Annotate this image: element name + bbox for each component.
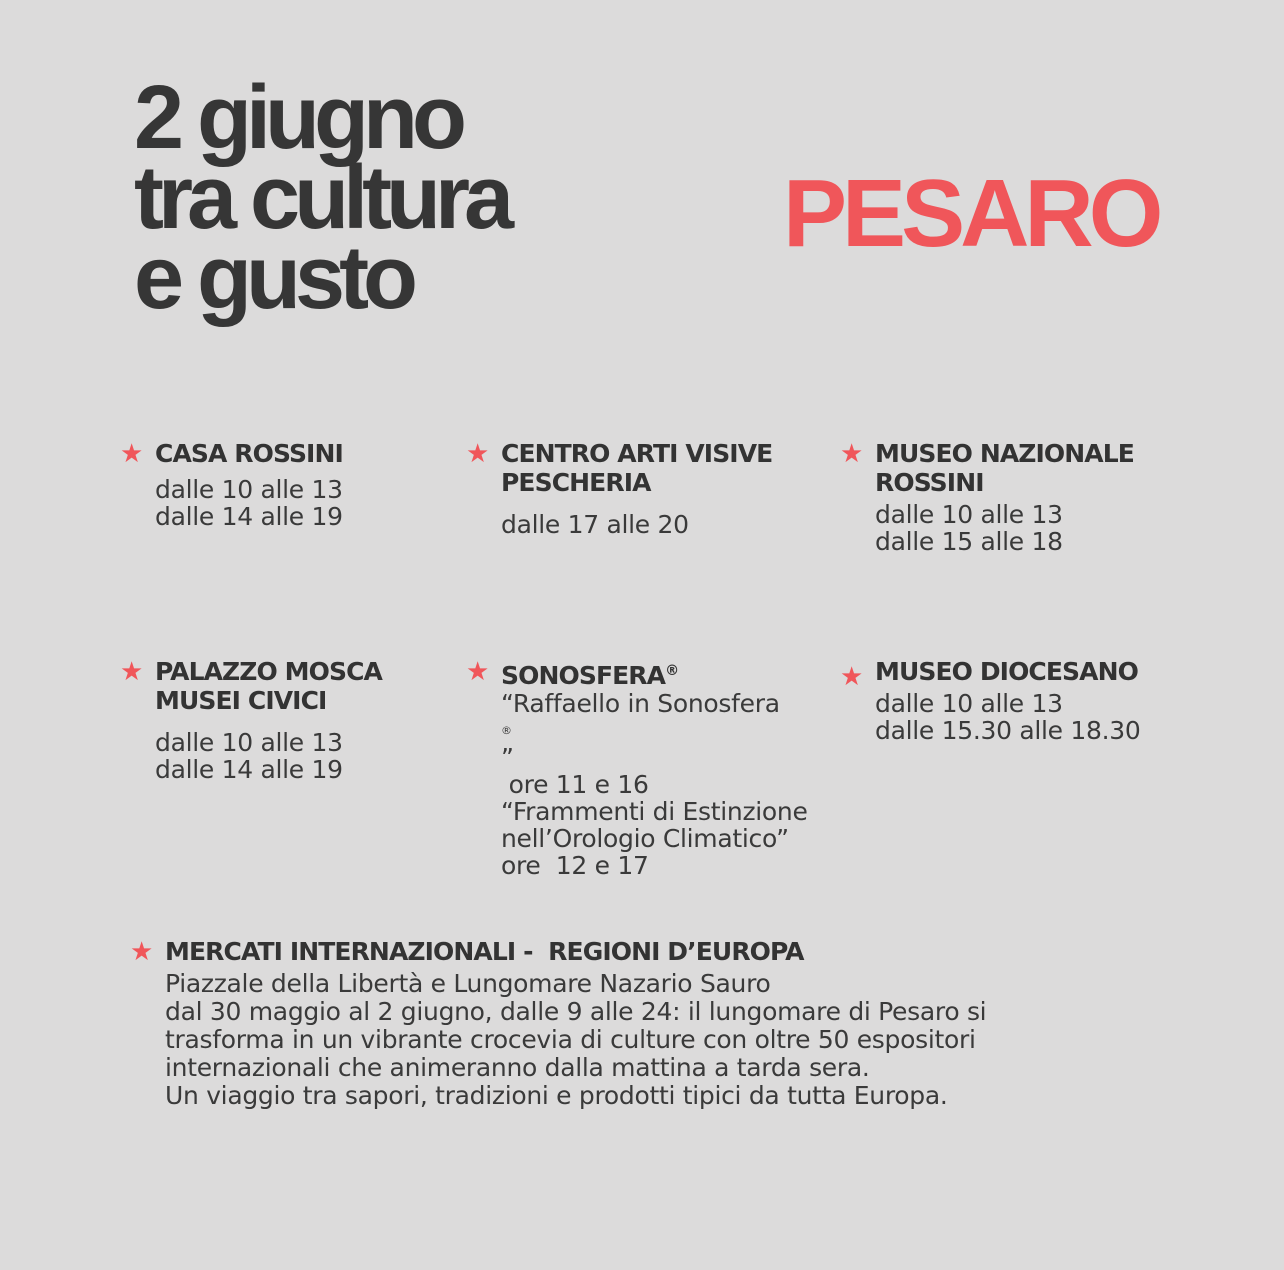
city-title: PESARO — [783, 160, 1159, 267]
venue-palazzo-mosca — [120, 657, 382, 784]
hours-line: dalle 15.30 alle 18.30 — [875, 716, 1141, 745]
hours-line: dalle 15 alle 18 — [875, 527, 1063, 556]
venue-name: PALAZZO MOSCA MUSEI CIVICI — [155, 657, 382, 715]
star-icon: ★ — [120, 657, 144, 687]
star-icon: ★ — [466, 657, 490, 687]
hours-line: dalle 14 alle 19 — [155, 502, 343, 531]
show-title: “Frammenti di Estinzione — [501, 797, 808, 826]
registered-mark: ® — [665, 663, 679, 679]
show-title: nell’Orologio Climatico” — [501, 824, 789, 853]
venue-hours — [501, 511, 772, 538]
venue-sonosfera — [466, 657, 808, 880]
headline-line: e gusto — [134, 228, 413, 328]
hours-line: dalle 10 alle 13 — [155, 475, 343, 504]
venue-name: SONOSFERA® — [501, 661, 679, 690]
venue-name: MUSEO DIOCESANO — [875, 657, 1138, 686]
market-line: internazionali che animeranno dalla mattina a tarda sera. — [165, 1053, 870, 1082]
market-line: Un viaggio tra sapori, tradizioni e prodotti tipici da tutta Europa. — [165, 1081, 948, 1110]
show-title: “Raffaello in Sonosfera ® ” — [501, 690, 808, 771]
registered-mark: ® — [501, 724, 512, 737]
venue-museo-diocesano — [840, 657, 1141, 745]
venue-museo-nazionale-rossini — [840, 439, 1134, 556]
venue-hours — [155, 729, 382, 783]
venue-hours — [875, 501, 1134, 555]
hours-line: dalle 10 alle 13 — [875, 689, 1063, 718]
star-icon: ★ — [120, 439, 144, 469]
show-hours: ore 12 e 17 — [501, 851, 649, 880]
headline-line: 2 giugno — [134, 68, 461, 168]
venue-casa-rossini — [120, 439, 343, 531]
market-line: trasforma in un vibrante crocevia di culture con oltre 50 espositori — [165, 1025, 976, 1054]
market-section — [130, 937, 987, 1110]
event-headline — [134, 68, 509, 328]
star-icon: ★ — [130, 937, 154, 967]
venue-centro-arti-visive — [466, 439, 773, 539]
venue-name: CASA ROSSINI — [155, 439, 343, 468]
hours-line: dalle 14 alle 19 — [155, 755, 343, 784]
venue-name: MUSEO NAZIONALE ROSSINI — [875, 439, 1134, 497]
venue-name: CENTRO ARTI VISIVE PESCHERIA — [501, 439, 773, 497]
star-icon: ★ — [840, 662, 864, 692]
market-title: MERCATI INTERNAZIONALI - REGIONI D’EUROPA — [165, 937, 804, 966]
hours-line: dalle 10 alle 13 — [875, 500, 1063, 529]
star-icon: ★ — [466, 439, 490, 469]
market-line: dal 30 maggio al 2 giugno, dalle 9 alle 24: il lungomare di Pesaro si — [165, 997, 987, 1026]
headline-line: tra cultura — [134, 148, 509, 248]
market-line: Piazzale della Libertà e Lungomare Nazario Sauro — [165, 969, 771, 998]
show-hours: ore 11 e 16 — [501, 770, 649, 799]
market-description — [165, 970, 986, 1110]
hours-line: dalle 17 alle 20 — [501, 510, 689, 539]
show-details — [501, 690, 808, 879]
venue-hours — [875, 690, 1140, 744]
hours-line: dalle 10 alle 13 — [155, 728, 343, 757]
star-icon: ★ — [840, 439, 864, 469]
venue-hours — [155, 476, 343, 530]
